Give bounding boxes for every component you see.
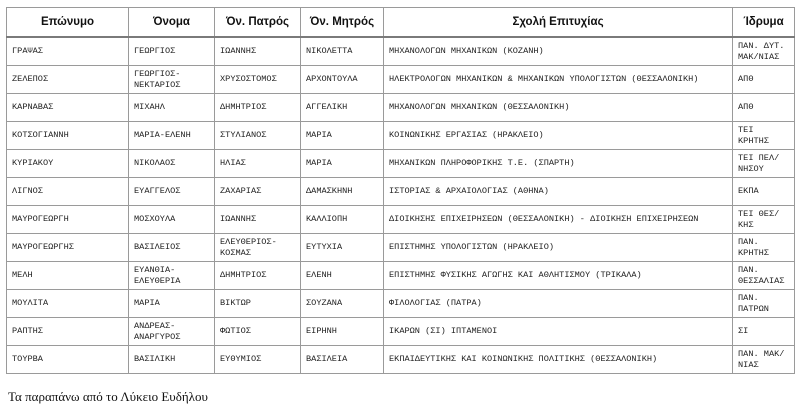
cell-first-name: ΕΥΑΝΘΙΑ-ΕΛΕΥΘΕΡΙΑ: [129, 262, 215, 290]
table-row: [7, 290, 795, 318]
cell-surname: ΓΡΑΨΑΣ: [7, 37, 129, 66]
caption-text: Τα παραπάνω από το Λύκειο Ευδήλου: [8, 389, 208, 404]
cell-first-name: ΜΙΧΑΗΛ: [129, 94, 215, 122]
table-body: [7, 37, 795, 374]
table-row: [7, 66, 795, 94]
cell-mother-name: ΕΛΕΝΗ: [301, 262, 384, 290]
cell-surname: ΚΑΡΝΑΒΑΣ: [7, 94, 129, 122]
table-header-row: [7, 8, 795, 38]
cell-father-name: ΔΗΜΗΤΡΙΟΣ: [215, 94, 301, 122]
header-father-name: Όν. Πατρός: [215, 8, 301, 38]
cell-mother-name: ΝΙΚΟΛΕΤΤΑ: [301, 37, 384, 66]
cell-school: ΔΙΟΙΚΗΣΗΣ ΕΠΙΧΕΙΡΗΣΕΩΝ (ΘΕΣΣΑΛΟΝΙΚΗ) - ΔΙΟΙΚΗΣΗ ΕΠΙΧΕΙΡΗΣΕΩΝ: [384, 206, 733, 234]
cell-surname: ΜΑΥΡΟΓΕΩΡΓΗΣ: [7, 234, 129, 262]
cell-school: ΕΠΙΣΤΗΜΗΣ ΥΠΟΛΟΓΙΣΤΩΝ (ΗΡΑΚΛΕΙΟ): [384, 234, 733, 262]
cell-school: ΙΣΤΟΡΙΑΣ & ΑΡΧΑΙΟΛΟΓΙΑΣ (ΑΘΗΝΑ): [384, 178, 733, 206]
cell-surname: ΜΟΥΛΙΤΑ: [7, 290, 129, 318]
results-table: [6, 7, 795, 374]
cell-mother-name: ΔΑΜΑΣΚΗΝΗ: [301, 178, 384, 206]
cell-surname: ΛΙΓΝΟΣ: [7, 178, 129, 206]
cell-school: ΕΚΠΑΙΔΕΥΤΙΚΗΣ ΚΑΙ ΚΟΙΝΩΝΙΚΗΣ ΠΟΛΙΤΙΚΗΣ (ΘΕΣΣΑΛΟΝΙΚΗ): [384, 346, 733, 374]
cell-surname: ΖΕΛΕΠΟΣ: [7, 66, 129, 94]
cell-school: ΚΟΙΝΩΝΙΚΗΣ ΕΡΓΑΣΙΑΣ (ΗΡΑΚΛΕΙΟ): [384, 122, 733, 150]
cell-mother-name: ΜΑΡΙΑ: [301, 150, 384, 178]
cell-father-name: ΙΩΑΝΝΗΣ: [215, 206, 301, 234]
cell-institution: ΠΑΝ. ΚΡΗΤΗΣ: [733, 234, 795, 262]
cell-mother-name: ΑΓΓΕΛΙΚΗ: [301, 94, 384, 122]
cell-institution: ΑΠΘ: [733, 66, 795, 94]
cell-first-name: ΓΕΩΡΓΙΟΣ-ΝΕΚΤΑΡΙΟΣ: [129, 66, 215, 94]
cell-mother-name: ΕΥΤΥΧΙΑ: [301, 234, 384, 262]
cell-father-name: ΧΡΥΣΟΣΤΟΜΟΣ: [215, 66, 301, 94]
table-row: [7, 150, 795, 178]
header-school: Σχολή Επιτυχίας: [384, 8, 733, 38]
cell-school: ΦΙΛΟΛΟΓΙΑΣ (ΠΑΤΡΑ): [384, 290, 733, 318]
cell-mother-name: ΚΑΛΛΙΟΠΗ: [301, 206, 384, 234]
cell-institution: ΑΠΘ: [733, 94, 795, 122]
cell-surname: ΚΟΤΣΟΓΙΑΝΝΗ: [7, 122, 129, 150]
cell-institution: ΠΑΝ. ΘΕΣΣΑΛΙΑΣ: [733, 262, 795, 290]
table-row: [7, 122, 795, 150]
cell-school: ΜΗΧΑΝΟΛΟΓΩΝ ΜΗΧΑΝΙΚΩΝ (ΘΕΣΣΑΛΟΝΙΚΗ): [384, 94, 733, 122]
cell-first-name: ΓΕΩΡΓΙΟΣ: [129, 37, 215, 66]
cell-father-name: ΖΑΧΑΡΙΑΣ: [215, 178, 301, 206]
results-table-container: [6, 7, 794, 374]
cell-mother-name: ΜΑΡΙΑ: [301, 122, 384, 150]
cell-first-name: ΜΑΡΙΑ: [129, 290, 215, 318]
header-mother-name: Όν. Μητρός: [301, 8, 384, 38]
cell-institution: ΣΙ: [733, 318, 795, 346]
cell-first-name: ΝΙΚΟΛΑΟΣ: [129, 150, 215, 178]
cell-first-name: ΑΝΔΡΕΑΣ-ΑΝΑΡΓΥΡΟΣ: [129, 318, 215, 346]
cell-first-name: ΒΑΣΙΛΙΚΗ: [129, 346, 215, 374]
cell-father-name: ΕΥΘΥΜΙΟΣ: [215, 346, 301, 374]
cell-institution: ΤΕΙ ΠΕΛ/ΝΗΣΟΥ: [733, 150, 795, 178]
cell-school: ΜΗΧΑΝΟΛΟΓΩΝ ΜΗΧΑΝΙΚΩΝ (ΚΟΖΑΝΗ): [384, 37, 733, 66]
cell-first-name: ΜΑΡΙΑ-ΕΛΕΝΗ: [129, 122, 215, 150]
cell-father-name: ΒΙΚΤΩΡ: [215, 290, 301, 318]
cell-institution: ΠΑΝ. ΜΑΚ/ΝΙΑΣ: [733, 346, 795, 374]
cell-surname: ΜΕΛΗ: [7, 262, 129, 290]
header-institution: Ίδρυμα: [733, 8, 795, 38]
cell-first-name: ΒΑΣΙΛΕΙΟΣ: [129, 234, 215, 262]
cell-institution: ΠΑΝ. ΔΥΤ. ΜΑΚ/ΝΙΑΣ: [733, 37, 795, 66]
cell-surname: ΚΥΡΙΑΚΟΥ: [7, 150, 129, 178]
table-row: [7, 318, 795, 346]
table-row: [7, 206, 795, 234]
cell-institution: ΤΕΙ ΚΡΗΤΗΣ: [733, 122, 795, 150]
cell-mother-name: ΒΑΣΙΛΕΙΑ: [301, 346, 384, 374]
table-row: [7, 178, 795, 206]
cell-school: ΙΚΑΡΩΝ (ΣΙ) ΙΠΤΑΜΕΝΟΙ: [384, 318, 733, 346]
cell-father-name: ΔΗΜΗΤΡΙΟΣ: [215, 262, 301, 290]
cell-father-name: ΙΩΑΝΝΗΣ: [215, 37, 301, 66]
cell-father-name: ΗΛΙΑΣ: [215, 150, 301, 178]
table-row: [7, 94, 795, 122]
cell-father-name: ΕΛΕΥΘΕΡΙΟΣ-ΚΟΣΜΑΣ: [215, 234, 301, 262]
cell-surname: ΡΑΠΤΗΣ: [7, 318, 129, 346]
cell-school: ΗΛΕΚΤΡΟΛΟΓΩΝ ΜΗΧΑΝΙΚΩΝ & ΜΗΧΑΝΙΚΩΝ ΥΠΟΛΟΓΙΣΤΩΝ (ΘΕΣΣΑΛΟΝΙΚΗ): [384, 66, 733, 94]
cell-father-name: ΣΤΥΛΙΑΝΟΣ: [215, 122, 301, 150]
cell-mother-name: ΑΡΧΟΝΤΟΥΛΑ: [301, 66, 384, 94]
cell-institution: ΤΕΙ ΘΕΣ/ΚΗΣ: [733, 206, 795, 234]
header-first-name: Όνομα: [129, 8, 215, 38]
cell-institution: ΠΑΝ. ΠΑΤΡΩΝ: [733, 290, 795, 318]
cell-mother-name: ΣΟΥΖΑΝΑ: [301, 290, 384, 318]
header-surname: Επώνυμο: [7, 8, 129, 38]
cell-school: ΜΗΧΑΝΙΚΩΝ ΠΛΗΡΟΦΟΡΙΚΗΣ Τ.Ε. (ΣΠΑΡΤΗ): [384, 150, 733, 178]
table-row: [7, 262, 795, 290]
cell-mother-name: ΕΙΡΗΝΗ: [301, 318, 384, 346]
cell-first-name: ΜΟΣΧΟΥΛΑ: [129, 206, 215, 234]
cell-surname: ΤΟΥΡΒΑ: [7, 346, 129, 374]
cell-institution: ΕΚΠΑ: [733, 178, 795, 206]
cell-first-name: ΕΥΑΓΓΕΛΟΣ: [129, 178, 215, 206]
cell-father-name: ΦΩΤΙΟΣ: [215, 318, 301, 346]
cell-surname: ΜΑΥΡΟΓΕΩΡΓΗ: [7, 206, 129, 234]
cell-school: ΕΠΙΣΤΗΜΗΣ ΦΥΣΙΚΗΣ ΑΓΩΓΗΣ ΚΑΙ ΑΘΛΗΤΙΣΜΟΥ (ΤΡΙΚΑΛΑ): [384, 262, 733, 290]
table-row: [7, 37, 795, 66]
table-row: [7, 234, 795, 262]
table-row: [7, 346, 795, 374]
